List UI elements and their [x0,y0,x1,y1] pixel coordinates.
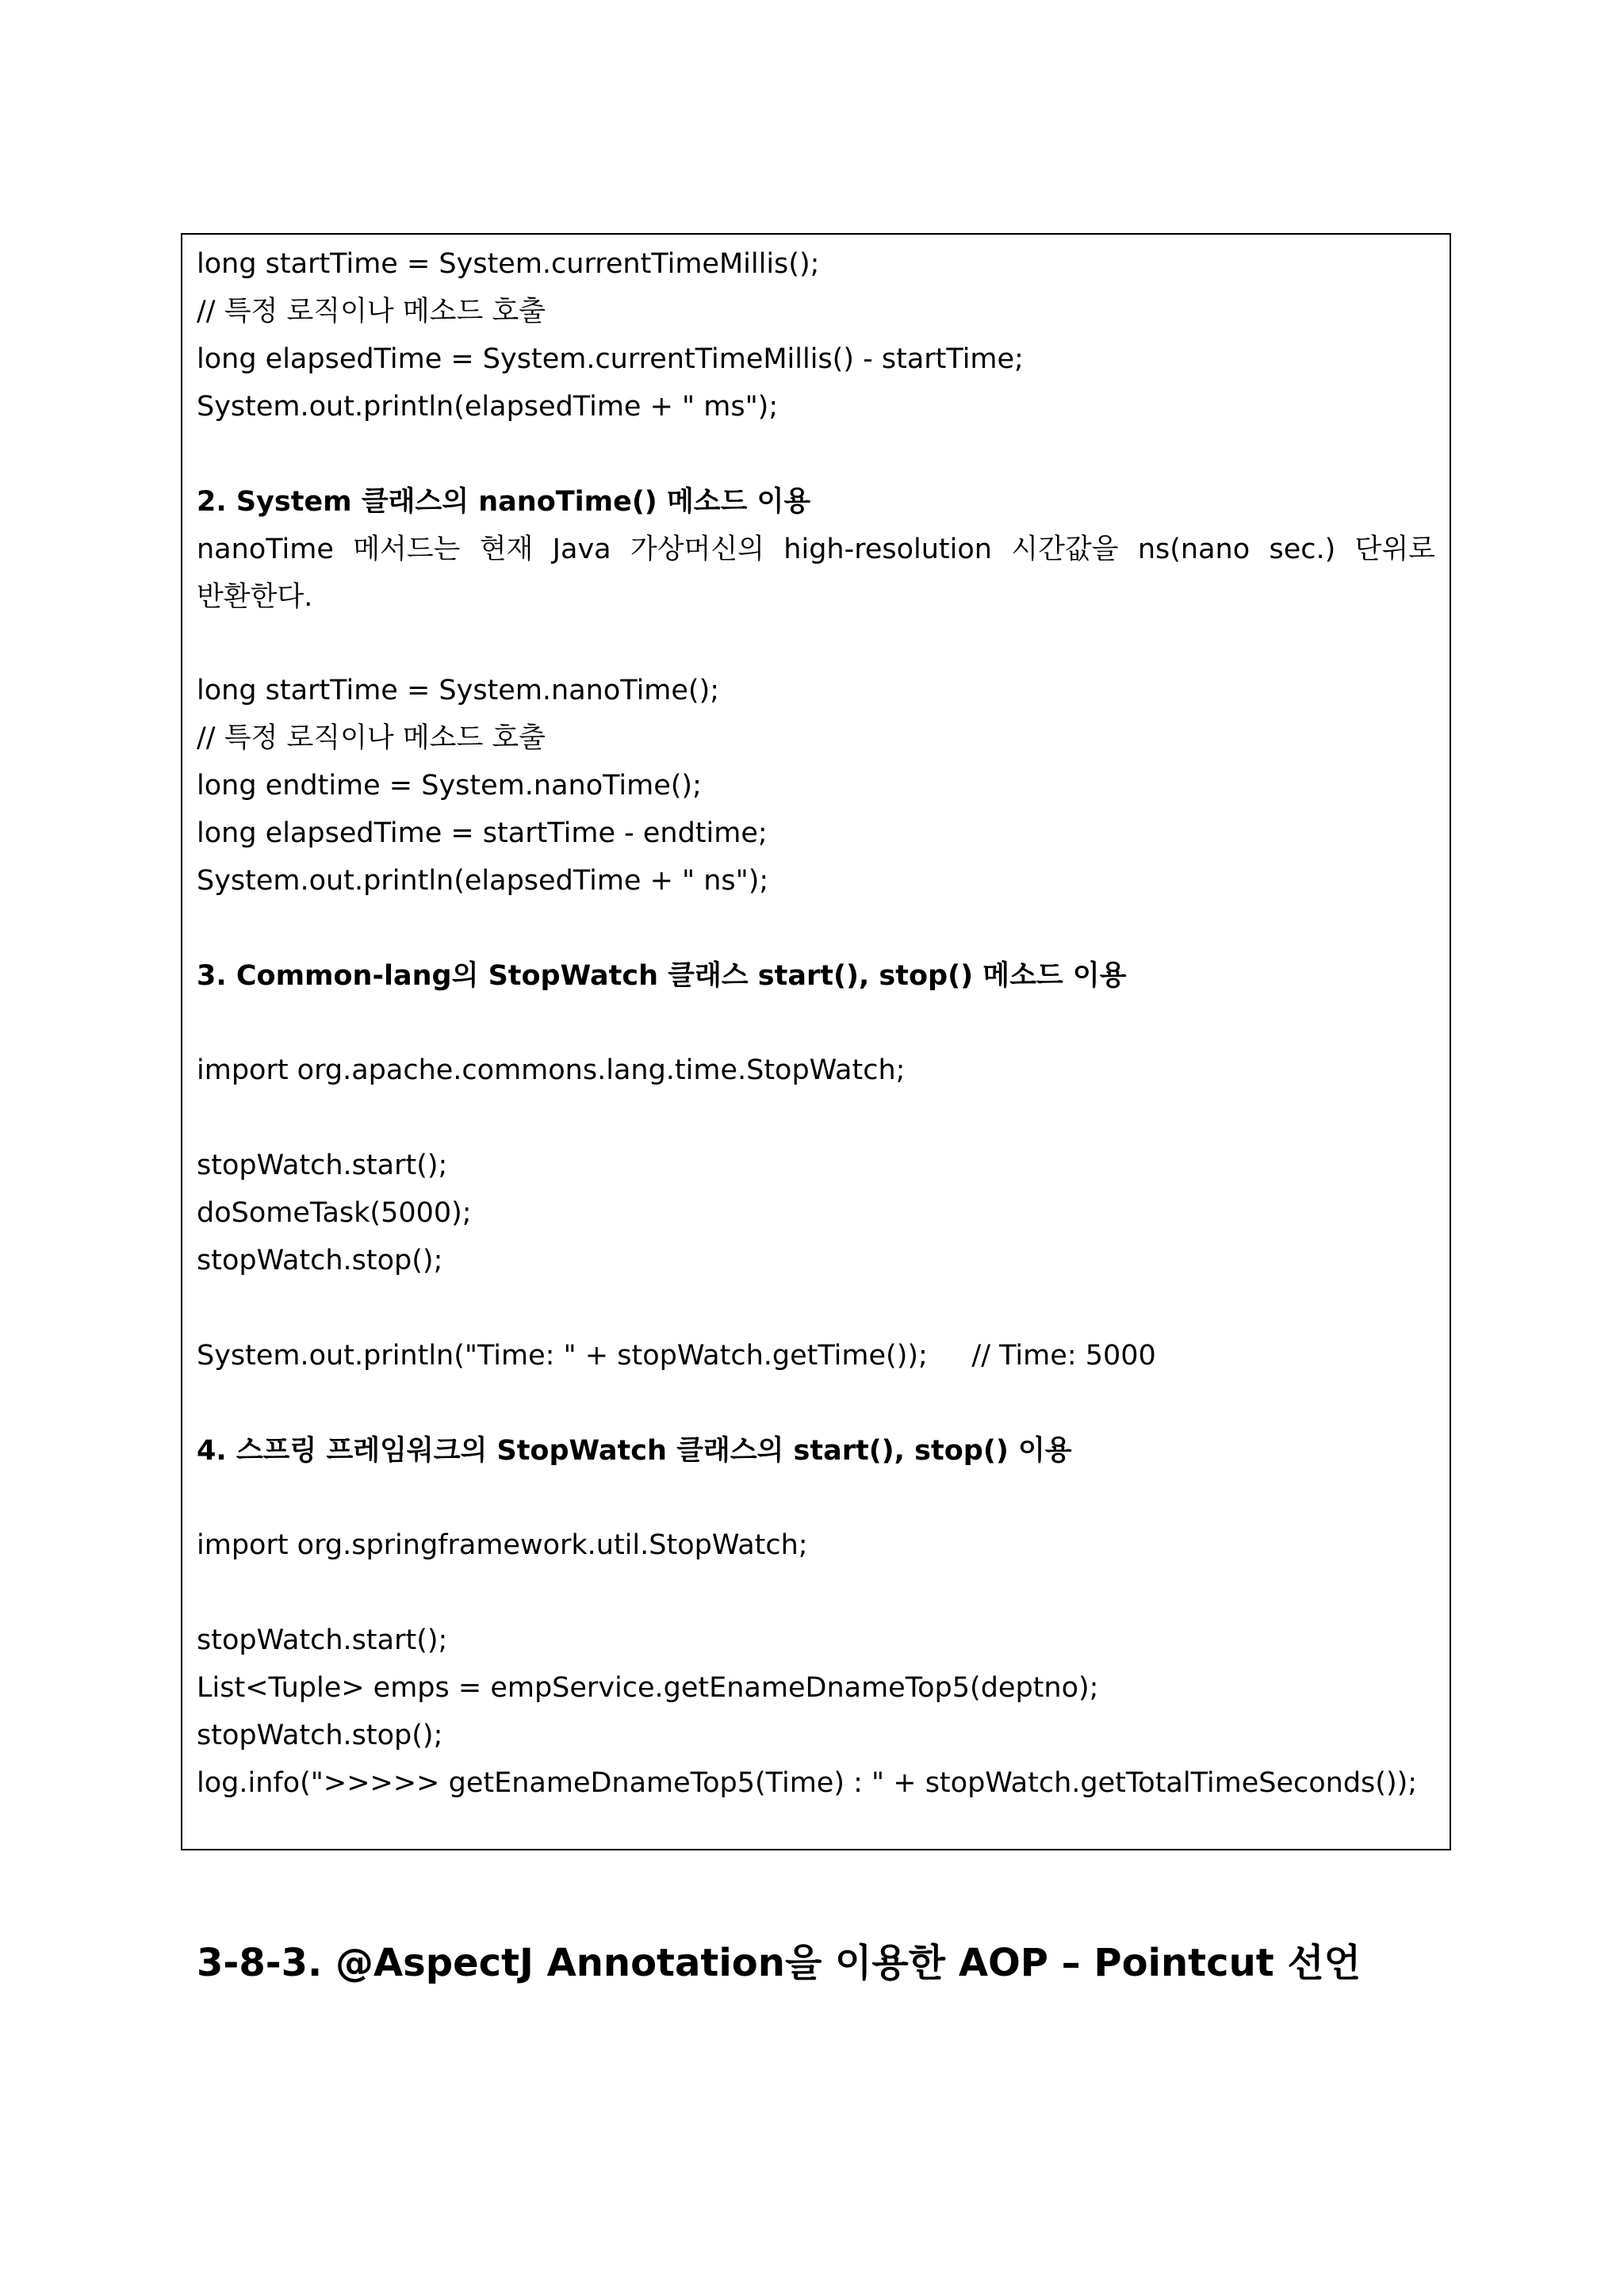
code-comment: // 특정 로직이나 메소드 호출 [197,722,546,754]
subsection-title-2: 2. System 클래스의 nanoTime() 메소드 이용 [197,486,811,518]
code-line: import org.springframework.util.StopWatch; [197,1529,808,1561]
code-line: long startTime = System.currentTimeMillis(); [197,248,820,280]
code-line: long elapsedTime = System.currentTimeMillis() - startTime; [197,343,1024,375]
code-line: long elapsedTime = startTime - endtime; [197,817,768,849]
code-line: System.out.println(elapsedTime + " ms"); [197,391,779,423]
code-line: log.info(">>>>> getEnameDnameTop5(Time) : " + stopWatch.getTotalTimeSeconds()); [197,1767,1418,1799]
code-line: System.out.println(elapsedTime + " ns"); [197,865,769,897]
code-line: stopWatch.stop(); [197,1245,443,1276]
code-line: System.out.println("Time: " + stopWatch.getTime()); // Time: 5000 [197,1340,1156,1372]
code-line: long startTime = System.nanoTime(); [197,675,720,706]
code-line: stopWatch.stop(); [197,1720,443,1751]
code-line: List<Tuple> emps = empService.getEnameDnameTop5(deptno); [197,1672,1099,1704]
subsection-title-3: 3. Common-lang의 StopWatch 클래스 start(), stop() 메소드 이용 [197,960,1127,992]
code-line: import org.apache.commons.lang.time.StopWatch; [197,1054,906,1086]
code-box [181,233,1451,1850]
section-heading: 3-8-3. @AspectJ Annotation을 이용한 AOP – Pointcut 선언 [197,1941,1362,1985]
code-line: doSomeTask(5000); [197,1197,472,1229]
code-line: stopWatch.start(); [197,1624,448,1656]
subsection-title-4: 4. 스프링 프레임워크의 StopWatch 클래스의 start(), stop() 이용 [197,1435,1072,1467]
code-comment: // 특정 로직이나 메소드 호출 [197,296,546,327]
description-paragraph: nanoTime 메서드는 현재 Java 가상머신의 high-resolution 시간값을 ns(nano sec.) 단위로 반환한다. [197,534,1435,613]
code-line: stopWatch.start(); [197,1150,448,1181]
code-line: long endtime = System.nanoTime(); [197,770,702,802]
